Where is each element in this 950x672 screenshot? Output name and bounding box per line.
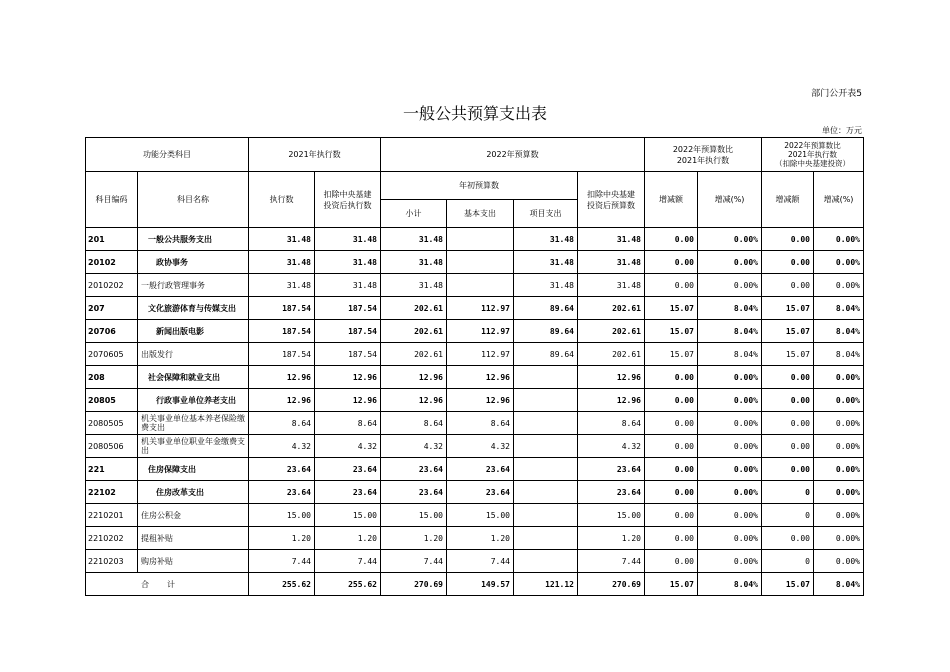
cell-exec: 31.48 — [249, 274, 315, 297]
cell-inc-amt2: 0 — [762, 550, 814, 573]
cell-inc-pct: 8.04% — [698, 343, 762, 366]
cell-project — [514, 481, 578, 504]
cell-budget-ex: 12.96 — [578, 389, 645, 412]
row-code: 2080505 — [86, 412, 138, 435]
table-row — [86, 228, 864, 251]
row-code: 2010202 — [86, 274, 138, 297]
cell-inc-pct: 0.00% — [698, 550, 762, 573]
row-code: 207 — [86, 297, 138, 320]
total-subtotal: 270.69 — [381, 573, 447, 596]
cell-inc-amt: 0.00 — [645, 550, 698, 573]
cell-inc-pct: 0.00% — [698, 435, 762, 458]
cell-inc-pct2: 0.00% — [814, 412, 864, 435]
header-code: 科目编码 — [86, 172, 138, 228]
header-inc-amount: 增减额 — [645, 172, 698, 228]
cell-inc-amt2: 0.00 — [762, 389, 814, 412]
total-inc-pct: 8.04% — [698, 573, 762, 596]
cell-subtotal: 4.32 — [381, 435, 447, 458]
table-row — [86, 435, 864, 458]
cell-subtotal: 8.64 — [381, 412, 447, 435]
header-project: 项目支出 — [514, 200, 578, 228]
table-row — [86, 481, 864, 504]
cell-budget-ex: 202.61 — [578, 343, 645, 366]
row-code: 208 — [86, 366, 138, 389]
table-row — [86, 412, 864, 435]
cell-inc-pct: 0.00% — [698, 274, 762, 297]
table-row — [86, 527, 864, 550]
cell-basic: 112.97 — [447, 297, 514, 320]
cell-inc-pct2: 0.00% — [814, 458, 864, 481]
cell-basic — [447, 251, 514, 274]
cell-basic: 112.97 — [447, 343, 514, 366]
row-name: 社会保障和就业支出 — [138, 366, 249, 389]
cell-exec: 187.54 — [249, 320, 315, 343]
cell-basic: 23.64 — [447, 481, 514, 504]
cell-basic: 4.32 — [447, 435, 514, 458]
cell-subtotal: 31.48 — [381, 274, 447, 297]
header-initial-budget: 年初预算数 — [381, 172, 578, 200]
cell-project — [514, 366, 578, 389]
cell-inc-amt2: 15.07 — [762, 343, 814, 366]
table-row — [86, 504, 864, 527]
total-inc-amt2: 15.07 — [762, 573, 814, 596]
cell-inc-pct2: 0.00% — [814, 228, 864, 251]
cell-exec-ex: 12.96 — [315, 366, 381, 389]
cell-inc-amt2: 15.07 — [762, 297, 814, 320]
cell-inc-pct2: 0.00% — [814, 251, 864, 274]
cell-basic — [447, 228, 514, 251]
row-name: 购房补贴 — [138, 550, 249, 573]
cell-inc-pct2: 0.00% — [814, 550, 864, 573]
cell-budget-ex: 8.64 — [578, 412, 645, 435]
row-name: 新闻出版电影 — [138, 320, 249, 343]
cell-project: 31.48 — [514, 274, 578, 297]
cell-budget-ex: 31.48 — [578, 228, 645, 251]
row-name: 机关事业单位基本养老保险缴费支出 — [138, 412, 249, 435]
cell-exec-ex: 31.48 — [315, 251, 381, 274]
cell-budget-ex: 7.44 — [578, 550, 645, 573]
row-name: 出版发行 — [138, 343, 249, 366]
cell-inc-pct2: 0.00% — [814, 366, 864, 389]
cell-exec: 12.96 — [249, 389, 315, 412]
cell-inc-amt2: 0.00 — [762, 435, 814, 458]
cell-basic: 15.00 — [447, 504, 514, 527]
cell-exec: 23.64 — [249, 481, 315, 504]
cell-inc-pct2: 0.00% — [814, 435, 864, 458]
cell-inc-pct2: 0.00% — [814, 389, 864, 412]
cell-inc-amt2: 0.00 — [762, 366, 814, 389]
cell-inc-amt: 0.00 — [645, 458, 698, 481]
cell-inc-amt2: 0 — [762, 504, 814, 527]
table-row — [86, 343, 864, 366]
row-code: 221 — [86, 458, 138, 481]
cell-inc-pct2: 8.04% — [814, 297, 864, 320]
cell-project — [514, 412, 578, 435]
cell-inc-amt: 0.00 — [645, 412, 698, 435]
cell-inc-amt2: 0.00 — [762, 527, 814, 550]
row-code: 2210202 — [86, 527, 138, 550]
cell-subtotal: 202.61 — [381, 297, 447, 320]
cell-inc-amt2: 0.00 — [762, 274, 814, 297]
table-row — [86, 366, 864, 389]
cell-inc-amt: 0.00 — [645, 251, 698, 274]
cell-subtotal: 12.96 — [381, 389, 447, 412]
header-inc-percent: 增减(%) — [698, 172, 762, 228]
cell-inc-amt2: 15.07 — [762, 320, 814, 343]
header-compare-exec: 2022年预算数比 2021年执行数 — [645, 138, 762, 172]
cell-exec: 8.64 — [249, 412, 315, 435]
row-code: 20706 — [86, 320, 138, 343]
cell-budget-ex: 23.64 — [578, 458, 645, 481]
cell-exec-ex: 23.64 — [315, 458, 381, 481]
row-name: 住房公积金 — [138, 504, 249, 527]
cell-inc-amt2: 0.00 — [762, 412, 814, 435]
cell-exec-ex: 187.54 — [315, 297, 381, 320]
cell-inc-pct2: 0.00% — [814, 274, 864, 297]
cell-inc-pct2: 8.04% — [814, 320, 864, 343]
cell-exec-ex: 12.96 — [315, 389, 381, 412]
cell-subtotal: 31.48 — [381, 228, 447, 251]
cell-project — [514, 527, 578, 550]
cell-exec-ex: 4.32 — [315, 435, 381, 458]
cell-subtotal: 23.64 — [381, 458, 447, 481]
table-row — [86, 458, 864, 481]
cell-exec: 23.64 — [249, 458, 315, 481]
row-name: 提租补贴 — [138, 527, 249, 550]
cell-inc-amt2: 0.00 — [762, 251, 814, 274]
header-exec-excl: 扣除中央基建 投资后执行数 — [315, 172, 381, 228]
row-name: 一般公共服务支出 — [138, 228, 249, 251]
header-name: 科目名称 — [138, 172, 249, 228]
row-name: 住房保障支出 — [138, 458, 249, 481]
cell-exec: 15.00 — [249, 504, 315, 527]
cell-inc-pct: 8.04% — [698, 297, 762, 320]
cell-basic: 12.96 — [447, 389, 514, 412]
cell-subtotal: 12.96 — [381, 366, 447, 389]
cell-project — [514, 504, 578, 527]
cell-exec: 187.54 — [249, 297, 315, 320]
cell-exec: 187.54 — [249, 343, 315, 366]
total-project: 121.12 — [514, 573, 578, 596]
cell-exec-ex: 23.64 — [315, 481, 381, 504]
cell-exec: 4.32 — [249, 435, 315, 458]
cell-exec: 7.44 — [249, 550, 315, 573]
row-name: 机关事业单位职业年金缴费支出 — [138, 435, 249, 458]
cell-inc-pct: 0.00% — [698, 389, 762, 412]
table-row — [86, 251, 864, 274]
cell-budget-ex: 23.64 — [578, 481, 645, 504]
row-code: 2210201 — [86, 504, 138, 527]
header-category: 功能分类科目 — [86, 138, 249, 172]
table-row — [86, 389, 864, 412]
cell-inc-amt: 0.00 — [645, 389, 698, 412]
cell-inc-amt: 0.00 — [645, 366, 698, 389]
total-label: 合计 — [86, 573, 249, 596]
cell-inc-amt2: 0.00 — [762, 228, 814, 251]
cell-exec-ex: 8.64 — [315, 412, 381, 435]
total-row — [86, 573, 864, 596]
cell-inc-pct2: 0.00% — [814, 527, 864, 550]
header-inc-amount-excl: 增减额 — [762, 172, 814, 228]
cell-budget-ex: 202.61 — [578, 297, 645, 320]
budget-table — [85, 137, 864, 596]
cell-project: 31.48 — [514, 251, 578, 274]
row-name: 文化旅游体育与传媒支出 — [138, 297, 249, 320]
cell-inc-amt: 15.07 — [645, 343, 698, 366]
row-code: 2070605 — [86, 343, 138, 366]
cell-project: 89.64 — [514, 343, 578, 366]
cell-budget-ex: 15.00 — [578, 504, 645, 527]
cell-project — [514, 458, 578, 481]
cell-inc-amt: 0.00 — [645, 228, 698, 251]
cell-budget-ex: 31.48 — [578, 274, 645, 297]
table-row — [86, 297, 864, 320]
row-code: 201 — [86, 228, 138, 251]
cell-inc-pct: 0.00% — [698, 412, 762, 435]
cell-basic: 7.44 — [447, 550, 514, 573]
header-budget-excl: 扣除中央基建 投资后预算数 — [578, 172, 645, 228]
table-body — [86, 228, 864, 596]
cell-inc-pct: 0.00% — [698, 228, 762, 251]
row-name: 住房改革支出 — [138, 481, 249, 504]
row-name: 政协事务 — [138, 251, 249, 274]
row-code: 20102 — [86, 251, 138, 274]
cell-inc-amt: 0.00 — [645, 274, 698, 297]
cell-project: 31.48 — [514, 228, 578, 251]
total-exec: 255.62 — [249, 573, 315, 596]
cell-budget-ex: 1.20 — [578, 527, 645, 550]
cell-inc-amt: 0.00 — [645, 435, 698, 458]
cell-inc-amt: 0.00 — [645, 504, 698, 527]
header-subtotal: 小计 — [381, 200, 447, 228]
header-basic: 基本支出 — [447, 200, 514, 228]
cell-basic: 8.64 — [447, 412, 514, 435]
cell-subtotal: 31.48 — [381, 251, 447, 274]
cell-subtotal: 23.64 — [381, 481, 447, 504]
cell-inc-pct2: 8.04% — [814, 343, 864, 366]
table-row — [86, 550, 864, 573]
cell-inc-pct: 0.00% — [698, 366, 762, 389]
table-row — [86, 274, 864, 297]
cell-subtotal: 1.20 — [381, 527, 447, 550]
cell-exec: 31.48 — [249, 251, 315, 274]
header-exec: 执行数 — [249, 172, 315, 228]
cell-exec: 12.96 — [249, 366, 315, 389]
cell-project: 89.64 — [514, 320, 578, 343]
header-inc-percent-excl: 增减(%) — [814, 172, 864, 228]
page-title: 一般公共预算支出表 — [402, 104, 547, 123]
total-inc-amt: 15.07 — [645, 573, 698, 596]
cell-inc-amt: 15.07 — [645, 320, 698, 343]
cell-project — [514, 389, 578, 412]
cell-inc-pct: 0.00% — [698, 458, 762, 481]
total-basic: 149.57 — [447, 573, 514, 596]
cell-exec-ex: 15.00 — [315, 504, 381, 527]
cell-basic — [447, 274, 514, 297]
cell-inc-pct: 0.00% — [698, 504, 762, 527]
cell-exec: 31.48 — [249, 228, 315, 251]
cell-exec-ex: 31.48 — [315, 228, 381, 251]
row-name: 行政事业单位养老支出 — [138, 389, 249, 412]
cell-subtotal: 202.61 — [381, 320, 447, 343]
cell-exec-ex: 187.54 — [315, 343, 381, 366]
row-code: 20805 — [86, 389, 138, 412]
cell-budget-ex: 31.48 — [578, 251, 645, 274]
row-name: 一般行政管理事务 — [138, 274, 249, 297]
cell-budget-ex: 202.61 — [578, 320, 645, 343]
cell-inc-amt: 0.00 — [645, 481, 698, 504]
cell-exec-ex: 187.54 — [315, 320, 381, 343]
row-code: 22102 — [86, 481, 138, 504]
cell-exec-ex: 7.44 — [315, 550, 381, 573]
cell-inc-pct: 8.04% — [698, 320, 762, 343]
cell-inc-amt: 0.00 — [645, 527, 698, 550]
total-exec-ex: 255.62 — [315, 573, 381, 596]
table-row — [86, 320, 864, 343]
cell-subtotal: 15.00 — [381, 504, 447, 527]
cell-subtotal: 7.44 — [381, 550, 447, 573]
unit-label: 单位：万元 — [822, 126, 862, 135]
header-compare-exec-excl: 2022年预算数比 2021年执行数 （扣除中央基建投资） — [762, 138, 864, 172]
cell-exec-ex: 31.48 — [315, 274, 381, 297]
cell-basic: 23.64 — [447, 458, 514, 481]
header-budget-2022: 2022年预算数 — [381, 138, 645, 172]
total-inc-pct2: 8.04% — [814, 573, 864, 596]
cell-inc-pct2: 0.00% — [814, 504, 864, 527]
cell-budget-ex: 12.96 — [578, 366, 645, 389]
cell-basic: 12.96 — [447, 366, 514, 389]
cell-project — [514, 550, 578, 573]
cell-project: 89.64 — [514, 297, 578, 320]
cell-project — [514, 435, 578, 458]
row-code: 2080506 — [86, 435, 138, 458]
cell-inc-amt2: 0 — [762, 481, 814, 504]
cell-budget-ex: 4.32 — [578, 435, 645, 458]
cell-exec-ex: 1.20 — [315, 527, 381, 550]
cell-exec: 1.20 — [249, 527, 315, 550]
header-exec-2021: 2021年执行数 — [249, 138, 381, 172]
total-budget-ex: 270.69 — [578, 573, 645, 596]
cell-basic: 112.97 — [447, 320, 514, 343]
cell-inc-pct: 0.00% — [698, 481, 762, 504]
document-code: 部门公开表5 — [811, 89, 862, 99]
cell-inc-pct: 0.00% — [698, 527, 762, 550]
cell-basic: 1.20 — [447, 527, 514, 550]
cell-subtotal: 202.61 — [381, 343, 447, 366]
cell-inc-amt: 15.07 — [645, 297, 698, 320]
row-code: 2210203 — [86, 550, 138, 573]
cell-inc-pct: 0.00% — [698, 251, 762, 274]
cell-inc-amt2: 0.00 — [762, 458, 814, 481]
cell-inc-pct2: 0.00% — [814, 481, 864, 504]
